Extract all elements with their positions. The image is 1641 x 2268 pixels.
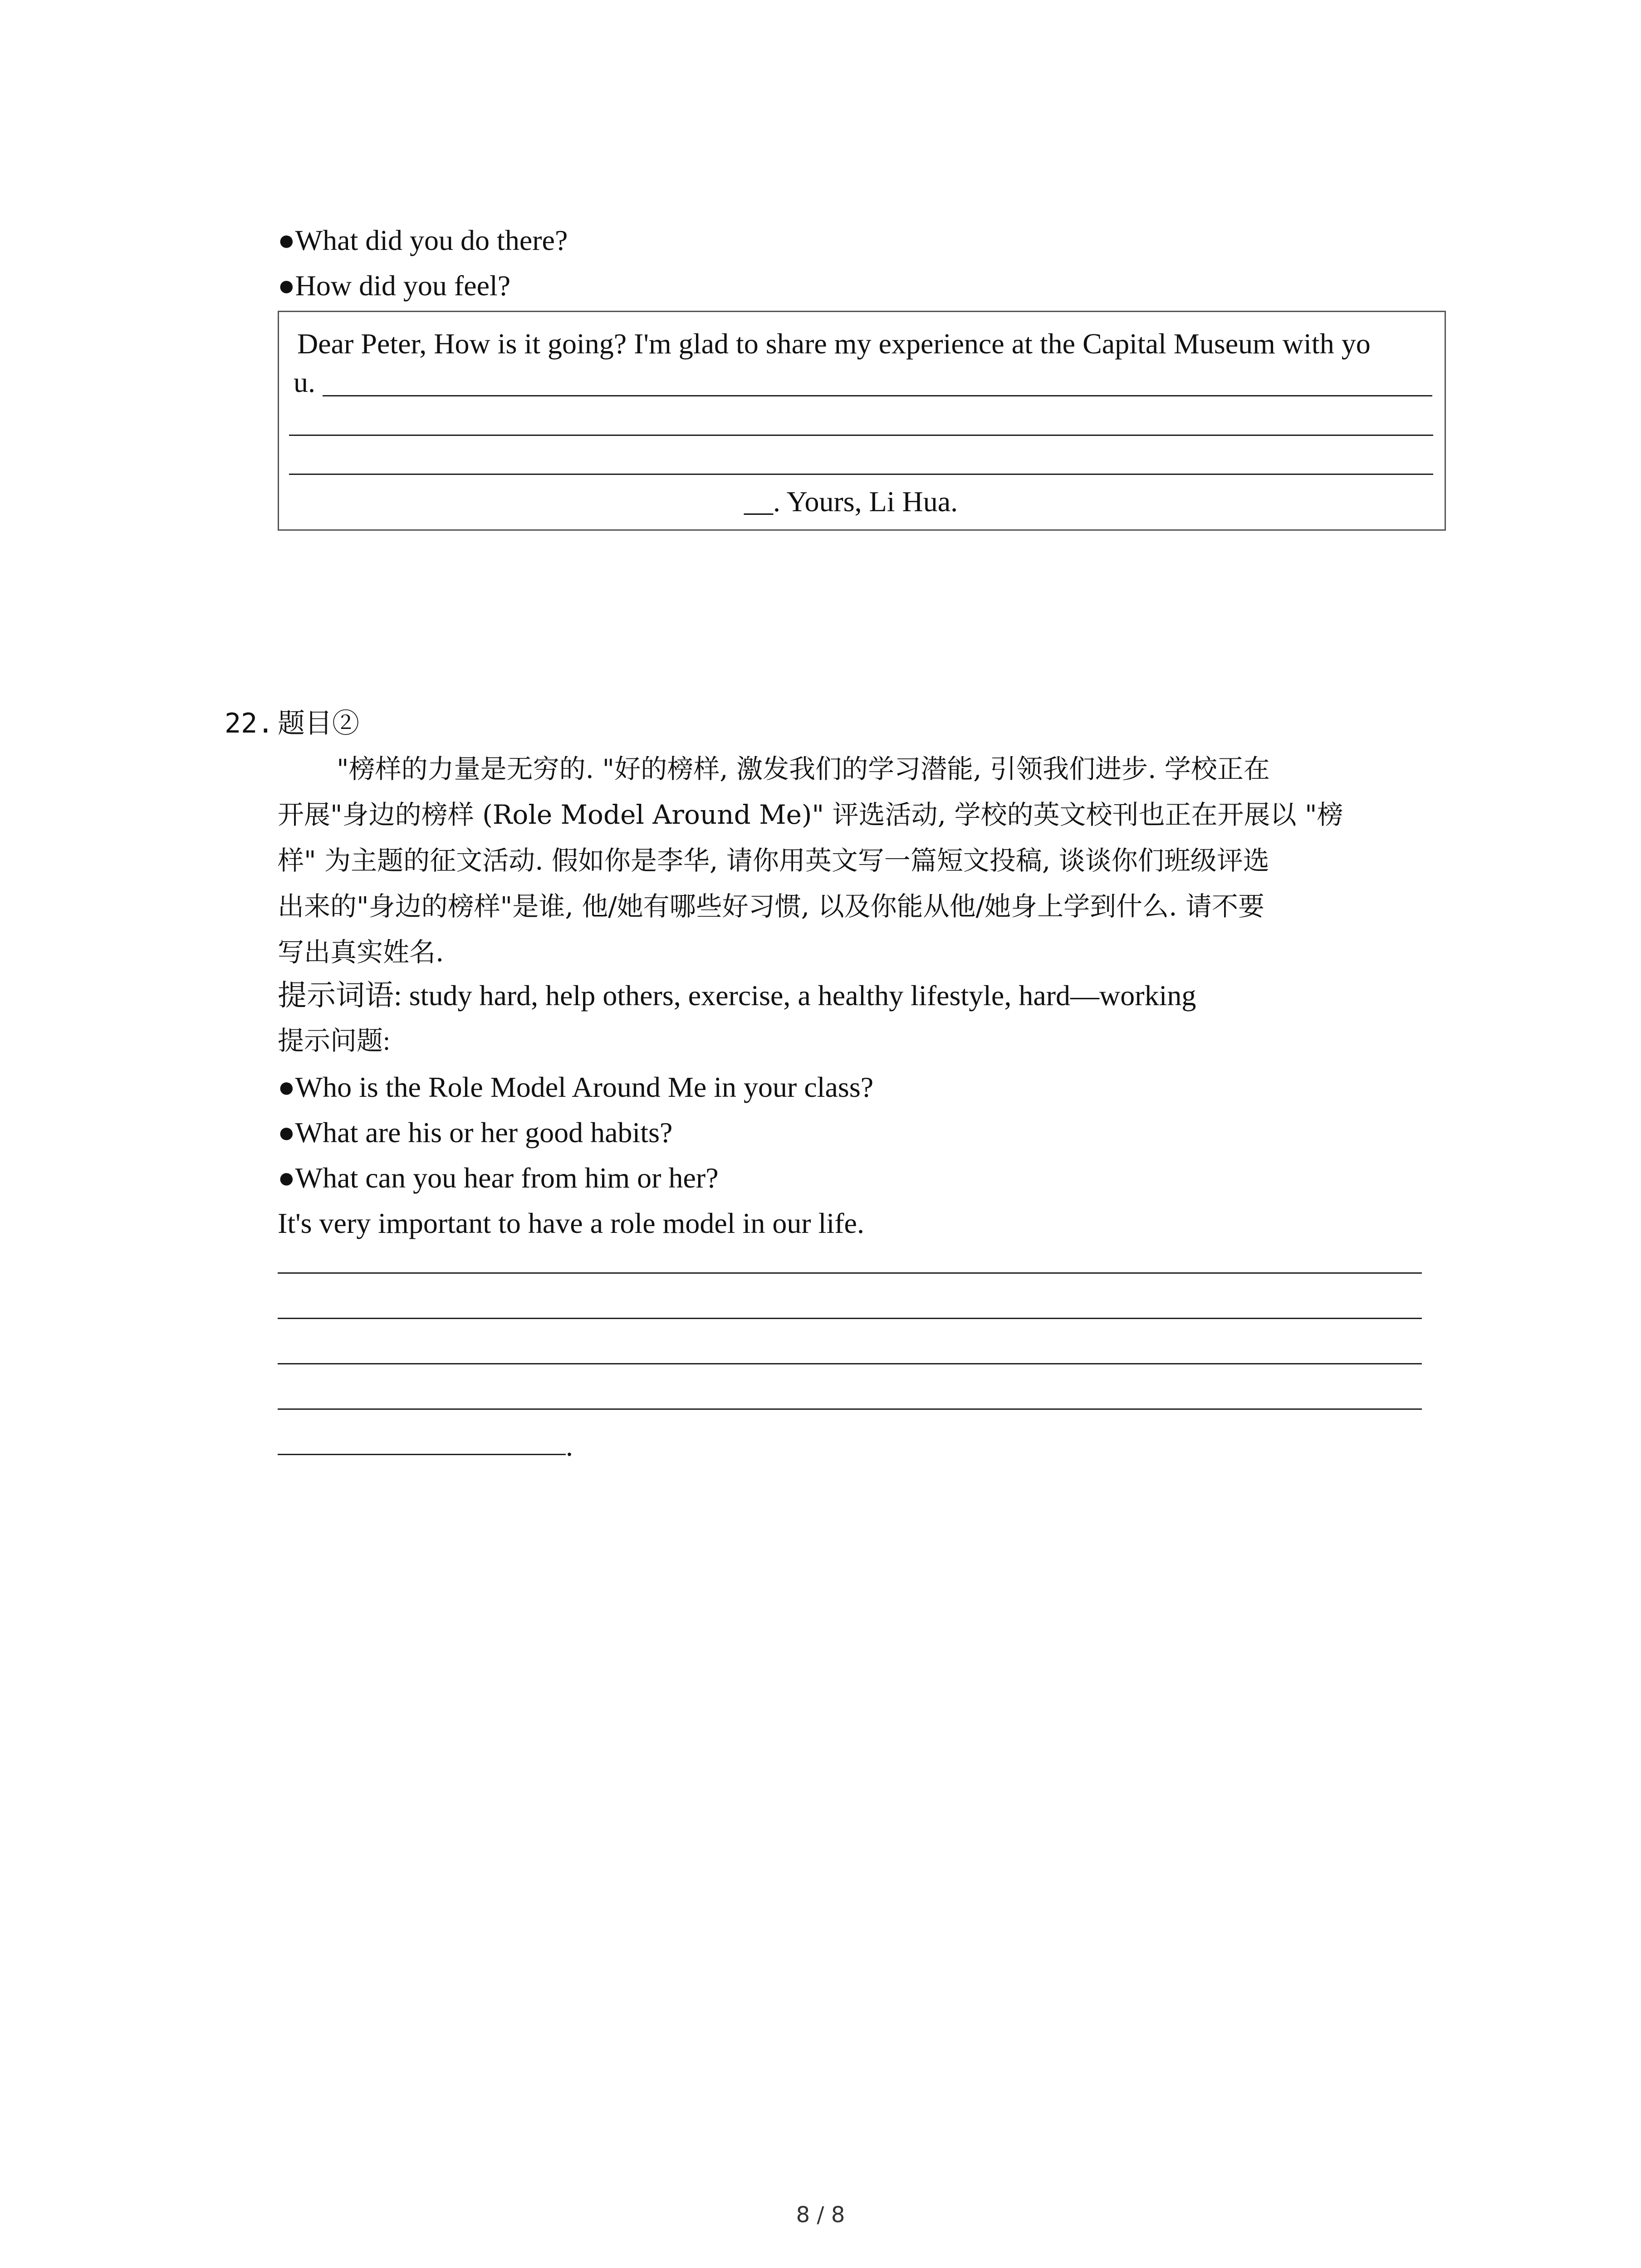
hint-question-1: ●Who is the Role Model Around Me in your class? bbox=[278, 1071, 874, 1103]
letter-line-1: Dear Peter, How is it going? I'm glad to share my experience at the Capital Museum with yo bbox=[297, 327, 1371, 360]
q21-bullet-1: ●What did you do there? bbox=[278, 224, 568, 256]
letter-line-2-prefix: u. bbox=[294, 366, 315, 398]
essay-answer-line-1[interactable] bbox=[278, 1272, 1422, 1274]
question-prompt bbox=[278, 746, 1343, 975]
hint-question-3: ●What can you hear from him or her? bbox=[278, 1162, 719, 1194]
letter-closing: __. Yours, Li Hua. bbox=[744, 485, 958, 518]
hint-words: 提示词语: study hard, help others, exercise, a healthy lifestyle, hard—working bbox=[278, 979, 1196, 1012]
letter-answer-box bbox=[278, 311, 1446, 531]
letter-answer-line-1[interactable] bbox=[323, 395, 1432, 396]
letter-answer-line-2[interactable] bbox=[289, 435, 1433, 436]
essay-answer-line-5[interactable] bbox=[278, 1454, 566, 1455]
hint-questions-label: 提示问题: bbox=[278, 1026, 391, 1056]
essay-answer-line-2[interactable] bbox=[278, 1318, 1422, 1319]
essay-opening-sentence: It's very important to have a role model in our life. bbox=[278, 1207, 864, 1239]
page-number: 8 / 8 bbox=[796, 2202, 845, 2228]
question-number: 22. bbox=[225, 708, 274, 739]
q21-bullet-2: ●How did you feel? bbox=[278, 269, 511, 302]
essay-answer-line-3[interactable] bbox=[278, 1363, 1422, 1364]
question-heading: 题目② bbox=[278, 708, 359, 739]
prompt-line-1: "榜样的力量是无穷的. "好的榜样, 激发我们的学习潜能, 引领我们进步. 学校正在 bbox=[337, 753, 1270, 784]
prompt-line-3: 样" 为主题的征文活动. 假如你是李华, 请你用英文写一篇短文投稿, 谈谈你们班级评选 bbox=[278, 845, 1269, 876]
prompt-line-5: 写出真实姓名. bbox=[278, 937, 444, 968]
essay-answer-line-4[interactable] bbox=[278, 1408, 1422, 1410]
essay-final-period: . bbox=[566, 1430, 573, 1462]
prompt-line-4: 出来的"身边的榜样"是谁, 他/她有哪些好习惯, 以及你能从他/她身上学到什么. 请不要 bbox=[278, 891, 1265, 922]
hint-question-2: ●What are his or her good habits? bbox=[278, 1116, 673, 1149]
letter-answer-line-3[interactable] bbox=[289, 474, 1433, 475]
prompt-line-2: 开展"身边的榜样 (Role Model Around Me)" 评选活动, 学校的英文校刊也正在开展以 "榜 bbox=[278, 799, 1343, 830]
